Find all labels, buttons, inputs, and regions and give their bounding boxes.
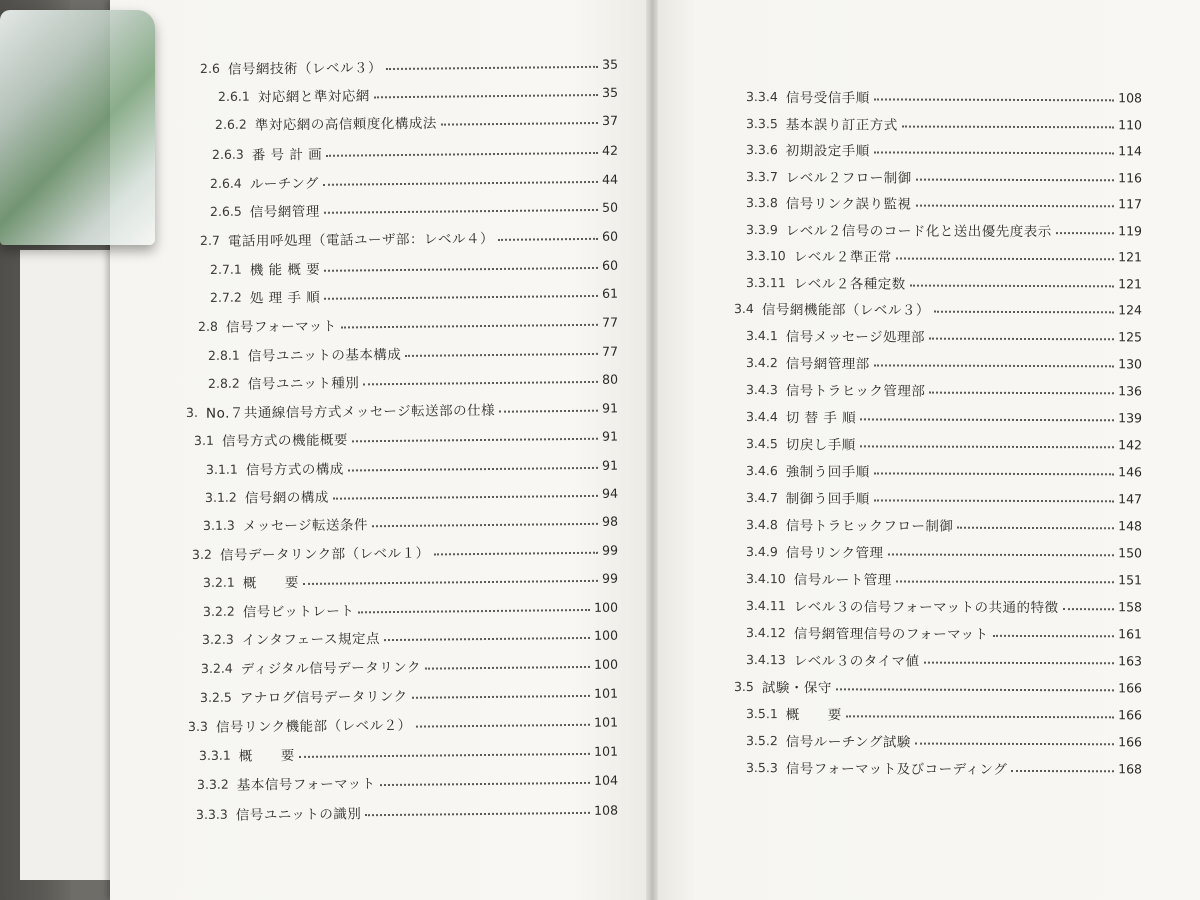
leader-dots [860, 445, 1114, 448]
leader-dots [380, 782, 591, 786]
toc-entry [746, 217, 1142, 242]
section-number: 2.7.2 [209, 289, 242, 305]
section-number: 3.1.3 [202, 517, 235, 533]
toc-entry [196, 798, 618, 826]
leader-dots [874, 151, 1114, 154]
toc-entry [194, 424, 618, 452]
leader-dots [896, 258, 1114, 261]
section-title: 対応網と準対応網 [257, 88, 370, 106]
page-number: 37 [601, 112, 619, 128]
page-number: 100 [594, 656, 619, 672]
page-number: 99 [601, 542, 619, 558]
page-number: 80 [601, 371, 619, 387]
toc-entry [746, 728, 1142, 753]
leader-dots [323, 181, 598, 186]
section-number: 3.3.2 [196, 776, 229, 792]
page-number: 101 [594, 743, 619, 759]
section-number: 3.3.4 [745, 88, 778, 104]
toc-entry [203, 566, 618, 594]
page-number: 136 [1118, 382, 1143, 398]
section-title: 信号フォーマット [225, 318, 337, 336]
section-number: 3.3.1 [198, 747, 231, 763]
page-number: 44 [601, 171, 619, 187]
section-title: ルーチング [249, 175, 319, 193]
toc-entry [208, 339, 618, 367]
leader-dots [499, 410, 598, 413]
section-number: 3.5.2 [745, 732, 778, 748]
page-number: 60 [601, 257, 619, 273]
toc-entry [746, 539, 1142, 564]
page-number: 91 [601, 428, 619, 444]
leader-dots [993, 635, 1115, 637]
section-title: 信号ルーチング試験 [785, 734, 911, 751]
leader-dots [363, 381, 598, 385]
leader-dots [910, 285, 1114, 288]
toc-entry [746, 377, 1142, 402]
toc-entry [746, 243, 1142, 268]
leader-dots [498, 238, 598, 241]
leader-dots [358, 609, 590, 613]
toc-entry [734, 296, 1142, 321]
page-number: 166 [1118, 733, 1143, 749]
section-number: 3.4.11 [745, 597, 786, 613]
page-number: 119 [1118, 222, 1143, 238]
leader-dots [1063, 608, 1115, 610]
section-title: 信号データリンク部（レベル１） [219, 545, 430, 564]
section-number: 3.3 [187, 718, 208, 734]
leader-dots [386, 66, 598, 70]
page-number: 150 [1118, 544, 1143, 560]
section-number: 3.2.4 [200, 660, 233, 676]
section-number: 3.2 [191, 546, 212, 562]
section-title: 試験・保守 [761, 680, 832, 697]
section-title: 信号網管理部 [785, 356, 870, 373]
leader-dots [957, 527, 1114, 530]
toc-entry [202, 623, 618, 651]
toc-entry [746, 350, 1142, 375]
leader-dots [326, 152, 598, 157]
leader-dots [1011, 770, 1114, 772]
leader-dots [896, 581, 1114, 584]
section-title: 番 号 計 画 [251, 146, 323, 164]
toc-entry [198, 310, 618, 338]
leader-dots [425, 666, 590, 670]
leader-dots [874, 98, 1114, 101]
page-number: 166 [1118, 679, 1143, 695]
section-title: レベル３の信号フォーマットの共通的特徴 [793, 599, 1059, 617]
section-number: 2.7 [199, 232, 220, 248]
toc-entry [746, 647, 1142, 672]
page-number: 50 [601, 199, 619, 215]
leader-dots [916, 205, 1115, 208]
section-number: 3.4.3 [745, 381, 778, 397]
section-title: 信号網技術（レベル３） [227, 60, 382, 78]
section-title: 概 要 [785, 707, 842, 724]
page-number: 108 [594, 802, 619, 818]
page-number: 166 [1118, 706, 1143, 722]
page-number: 116 [1118, 169, 1143, 185]
section-title: レベル２信号のコード化と送出優先度表示 [785, 223, 1052, 241]
leader-dots [405, 353, 598, 357]
section-title: レベル２各種定数 [793, 276, 906, 293]
toc-entry [746, 701, 1142, 726]
section-title: 信号トラヒックフロー制御 [785, 518, 954, 535]
page-number: 100 [594, 599, 619, 615]
section-number: 3.3.5 [745, 115, 778, 131]
page-number: 124 [1118, 301, 1143, 317]
section-number: 2.6 [199, 60, 220, 76]
toc-entry [746, 164, 1142, 189]
page-number: 98 [601, 513, 619, 529]
toc-entry [199, 739, 618, 767]
section-title: 信号リンク誤り監視 [785, 196, 912, 213]
page-number: 121 [1118, 275, 1143, 291]
leader-dots [902, 126, 1114, 129]
toc-entry [746, 323, 1142, 348]
section-title: 信号ユニットの識別 [235, 806, 362, 824]
section-number: 3.3.9 [745, 221, 778, 237]
underlying-paper [20, 250, 115, 880]
leader-dots [416, 724, 591, 728]
toc-entry [200, 52, 618, 80]
section-title: 信号網の構成 [244, 489, 329, 507]
section-number: 3.4.13 [745, 651, 786, 667]
toc-entry [746, 593, 1142, 618]
section-title: 概 要 [238, 747, 295, 765]
section-title: 信号網管理 [249, 203, 320, 221]
toc-entry [746, 512, 1142, 537]
toc-entry [192, 538, 618, 566]
section-number: 3.1.1 [205, 461, 238, 477]
section-number: 3.4.6 [745, 462, 778, 478]
section-title: 信号受信手順 [785, 90, 870, 107]
leader-dots [846, 715, 1114, 718]
page-number: 125 [1118, 328, 1143, 344]
section-number: 2.6.1 [217, 88, 250, 104]
page-number: 100 [594, 627, 619, 643]
page-number: 77 [601, 314, 619, 330]
page-number: 168 [1118, 760, 1143, 776]
page-number: 110 [1118, 116, 1143, 132]
section-number: 3.1.2 [204, 489, 237, 505]
toc-entry [203, 595, 618, 623]
leader-dots [434, 552, 598, 556]
page-number: 139 [1118, 409, 1143, 425]
section-title: 基本誤り訂正方式 [785, 117, 898, 134]
leader-dots [365, 812, 590, 816]
section-title: 信号リンク管理 [785, 545, 884, 562]
section-number: 3.3.10 [745, 247, 786, 263]
section-title: 強制う回手順 [785, 464, 870, 481]
section-title: 機 能 概 要 [249, 261, 321, 279]
leader-dots [324, 209, 598, 214]
toc-entry [746, 404, 1142, 429]
section-title: 切 替 手 順 [785, 410, 857, 427]
leader-dots [348, 467, 598, 472]
section-number: 3.3.3 [195, 806, 228, 822]
toc-entry [734, 674, 1142, 699]
section-number: 2.8.1 [207, 347, 240, 363]
page-number: 146 [1118, 463, 1143, 479]
section-title: 切戻し手順 [785, 437, 856, 454]
page-number: 158 [1118, 598, 1143, 614]
toc-entry [746, 111, 1142, 136]
section-title: インタフェース規定点 [241, 631, 381, 649]
section-title: 信号トラヒック管理部 [785, 383, 926, 400]
leader-dots [324, 295, 598, 300]
page-number: 142 [1118, 436, 1143, 452]
toc-entry [203, 509, 618, 537]
section-number: 2.7.1 [209, 261, 242, 277]
leader-dots [352, 438, 598, 443]
section-title: 処 理 手 順 [249, 289, 321, 307]
leader-dots [874, 472, 1114, 475]
page-number: 114 [1118, 142, 1143, 158]
section-number: 3.4.7 [745, 489, 778, 505]
section-number: 3.4.5 [745, 435, 778, 451]
toc-entry [201, 652, 618, 680]
toc-entry [210, 253, 618, 281]
leader-dots [874, 364, 1114, 367]
toc-entry [746, 190, 1142, 215]
toc-entry [200, 681, 618, 709]
page-number: 117 [1118, 195, 1143, 211]
page-number: 61 [601, 285, 619, 301]
section-number: 2.6.5 [209, 203, 242, 219]
leader-dots [874, 499, 1114, 502]
page-number: 99 [601, 570, 619, 586]
section-title: 電話用呼処理（電話ユーザ部：レベル４） [227, 230, 494, 250]
leader-dots [441, 122, 598, 126]
section-title: 信号網管理信号のフォーマット [793, 626, 989, 643]
leader-dots [929, 392, 1114, 395]
section-number: 2.6.2 [214, 116, 247, 132]
page-number: 91 [601, 399, 619, 416]
section-title: 信号メッセージ処理部 [785, 329, 926, 346]
section-number: 3.4.2 [745, 354, 778, 370]
section-number: 3.3.8 [745, 194, 778, 210]
toc-entry [188, 709, 618, 738]
section-title: 信号網機能部（レベル３） [761, 302, 930, 319]
section-number: 3.2.1 [202, 574, 235, 590]
page-number: 101 [594, 685, 619, 701]
toc-entry [746, 137, 1142, 162]
section-title: 準対応網の高信頼度化構成法 [254, 115, 437, 134]
leader-dots [303, 580, 598, 585]
section-number: 3.3.11 [745, 274, 786, 290]
leader-dots [1056, 232, 1114, 234]
page-number: 151 [1118, 571, 1143, 587]
leader-dots [412, 695, 591, 699]
section-number: 3.4.10 [745, 570, 786, 586]
leader-dots [860, 418, 1114, 421]
leader-dots [934, 311, 1114, 314]
toc-entry [746, 431, 1142, 456]
section-number: 3.4.9 [745, 543, 778, 559]
toc-entry [746, 270, 1142, 295]
page-number: 148 [1118, 517, 1143, 533]
section-number: 2.8.2 [207, 375, 240, 391]
page-number: 35 [601, 56, 619, 72]
section-number: 3.4.12 [745, 624, 786, 640]
section-title: 信号ビットレート [242, 603, 355, 621]
page-number: 104 [594, 772, 619, 788]
leader-dots [915, 743, 1114, 746]
section-title: 制御う回手順 [785, 491, 870, 508]
section-title: レベル２準正常 [793, 249, 892, 266]
section-title: 初期設定手順 [785, 143, 870, 160]
toc-entry [205, 481, 618, 509]
leader-dots [372, 523, 598, 527]
toc-entry [206, 453, 618, 481]
section-title: メッセージ転送条件 [242, 517, 369, 535]
glass-paperweight [0, 10, 155, 245]
page-number: 161 [1118, 625, 1143, 641]
toc-entry [746, 485, 1142, 510]
section-number: 3.3.7 [745, 168, 778, 184]
toc-entry [218, 80, 618, 108]
section-number: 2.8 [197, 318, 218, 334]
book-gutter [646, 0, 658, 900]
page-number: 108 [1118, 89, 1143, 105]
section-title: No.７共通線信号方式メッセージ転送部の仕様 [205, 402, 496, 422]
toc-entry [210, 195, 618, 223]
section-title: 信号フォーマット及びコーディング [785, 761, 1008, 778]
toc-entry [746, 84, 1142, 109]
leader-dots [888, 553, 1115, 556]
page-number: 130 [1118, 355, 1143, 371]
page-number: 121 [1118, 248, 1143, 264]
section-title: ディジタル信号データリンク [240, 659, 422, 678]
toc-entry [746, 458, 1142, 483]
section-number: 3.5.3 [745, 759, 778, 775]
section-title: 信号ユニットの基本構成 [247, 346, 402, 365]
page-number: 163 [1118, 652, 1143, 668]
toc-entry [746, 566, 1142, 591]
toc-entry [186, 395, 618, 424]
leader-dots [384, 637, 590, 641]
section-number: 2.6.3 [211, 146, 244, 162]
section-title: レベル２フロー制御 [785, 170, 912, 187]
section-number: 3.5 [733, 678, 754, 694]
section-number: 2.6.4 [209, 175, 242, 191]
section-title: 信号リンク機能部（レベル２） [215, 717, 412, 736]
section-title: 概 要 [242, 574, 299, 592]
toc-entry [215, 108, 618, 136]
section-title: アナログ信号データリンク [239, 688, 408, 707]
leader-dots [929, 338, 1114, 341]
section-title: 信号ユニット種別 [247, 375, 360, 393]
leader-dots [916, 179, 1114, 182]
leader-dots [333, 495, 598, 500]
section-number: 3.4.8 [745, 516, 778, 532]
section-title: 信号方式の機能概要 [221, 432, 348, 450]
page-number: 77 [601, 343, 619, 359]
toc-entry [746, 755, 1142, 780]
section-title: 信号方式の構成 [245, 461, 344, 479]
page-number: 35 [601, 84, 619, 100]
page-number: 94 [601, 485, 619, 501]
page-number: 101 [594, 713, 619, 730]
leader-dots [836, 688, 1114, 691]
toc-entry [210, 167, 618, 195]
leader-dots [923, 662, 1114, 665]
section-number: 3.2.3 [201, 631, 234, 647]
section-title: 基本信号フォーマット [236, 776, 376, 794]
section-number: 3.4.4 [745, 408, 778, 424]
section-number: 3.2.2 [202, 603, 235, 619]
leader-dots [324, 267, 598, 272]
section-number: 3.4.1 [745, 327, 778, 343]
toc-entry [212, 138, 618, 166]
section-number: 3.4 [733, 300, 754, 316]
section-title: 信号ルート管理 [793, 572, 892, 589]
section-title: レベル３のタイマ値 [793, 653, 920, 670]
page-number: 42 [601, 142, 619, 158]
section-number: 3.3.6 [745, 141, 778, 157]
page-number: 91 [601, 457, 619, 473]
toc-entry [210, 281, 618, 309]
section-number: 3. [185, 404, 199, 420]
toc-entry [208, 367, 618, 395]
section-number: 3.1 [193, 432, 214, 448]
toc-entry [197, 768, 618, 796]
leader-dots [341, 324, 598, 329]
toc-entry [746, 620, 1142, 645]
page-number: 60 [601, 228, 619, 244]
toc-entry [200, 224, 618, 252]
leader-dots [299, 753, 590, 758]
section-number: 3.5.1 [745, 705, 778, 721]
leader-dots [374, 94, 598, 98]
section-number: 3.2.5 [199, 689, 232, 705]
page-number: 147 [1118, 490, 1143, 506]
